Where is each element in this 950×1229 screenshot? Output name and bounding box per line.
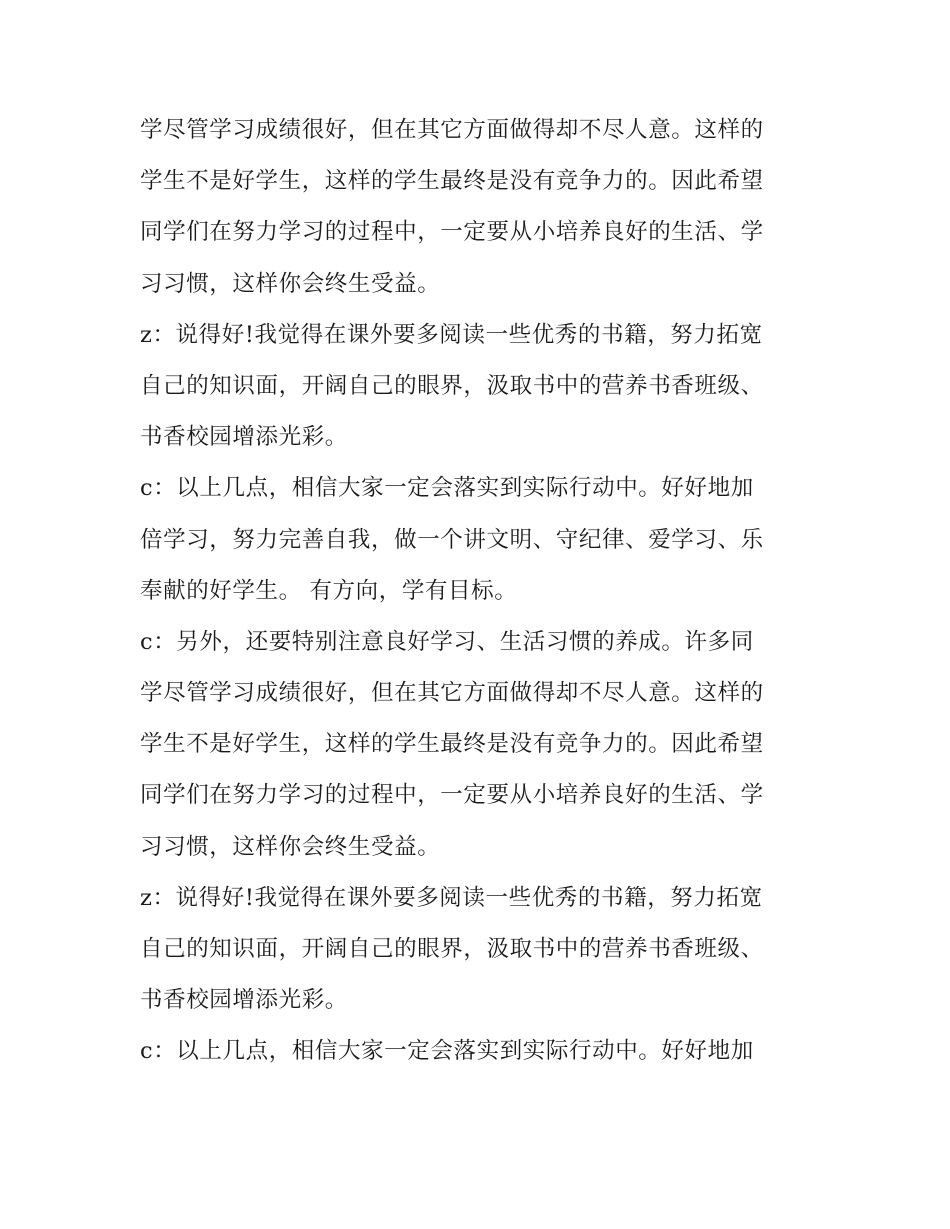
text-line: c：以上几点，相信大家一定会落实到实际行动中。好好地加	[140, 1038, 754, 1065]
text-line: z：说得好!我觉得在课外要多阅读一些优秀的书籍，努力拓宽	[140, 321, 763, 348]
text-line: 学尽管学习成绩很好，但在其它方面做得却不尽人意。这样的	[140, 680, 764, 707]
text-line: c：另外，还要特别注意良好学习、生活习惯的养成。许多同	[140, 628, 754, 655]
text-line: 自己的知识面，开阔自己的眼界，汲取书中的营养书香班级、	[140, 936, 764, 962]
text-line: 同学们在努力学习的过程中，一定要从小培养良好的生活、学	[140, 782, 764, 809]
text-line: 自己的知识面，开阔自己的眼界，汲取书中的营养书香班级、	[140, 372, 764, 399]
text-line: 书香校园增添光彩。	[140, 424, 348, 451]
text-line: 同学们在努力学习的过程中，一定要从小培养良好的生活、学	[140, 219, 764, 246]
text-line: 学尽管学习成绩很好，但在其它方面做得却不尽人意。这样的	[140, 117, 764, 143]
document-body	[140, 105, 820, 1078]
text-line: z：说得好!我觉得在课外要多阅读一些优秀的书籍，努力拓宽	[140, 884, 763, 911]
text-line: 学生不是好学生，这样的学生最终是没有竞争力的。因此希望	[140, 731, 764, 758]
text-line: 习习惯，这样你会终生受益。	[140, 833, 441, 860]
text-line: 倍学习，努力完善自我，做一个讲文明、守纪律、爱学习、乐	[140, 526, 764, 553]
text-line: 学生不是好学生，这样的学生最终是没有竞争力的。因此希望	[140, 168, 764, 195]
text-line: 习习惯，这样你会终生受益。	[140, 270, 441, 297]
text-line: 书香校园增添光彩。	[140, 987, 348, 1014]
text-line: 奉献的好学生。 有方向，学有目标。	[140, 577, 518, 604]
text-line: c：以上几点，相信大家一定会落实到实际行动中。好好地加	[140, 475, 754, 502]
